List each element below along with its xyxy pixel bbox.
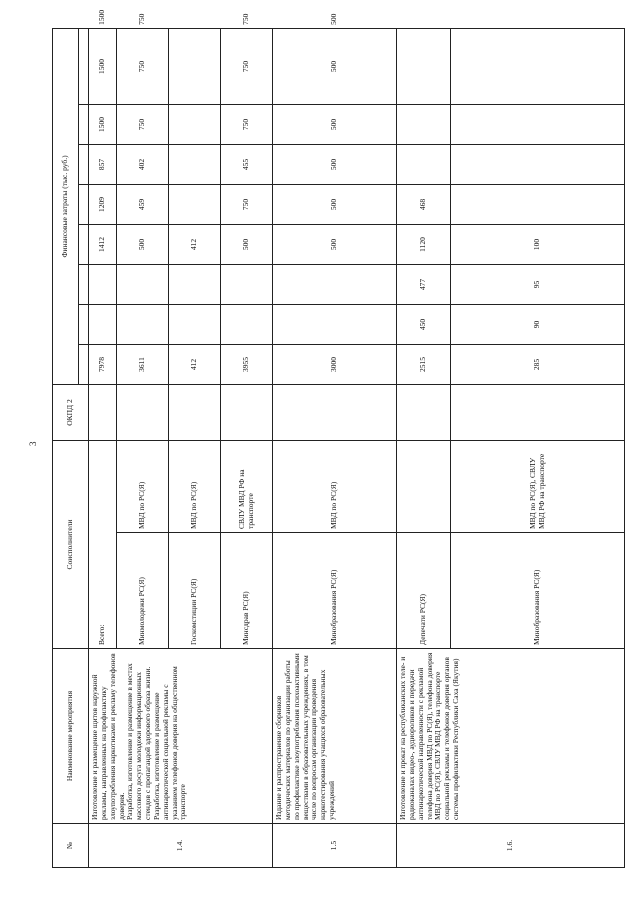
value-cell: 500 [273, 145, 397, 185]
table-row: 1.5 Издание и распространение сборников методических материалов по организации работы по профилактике злоупотребления психоактивными веществами в образовательных учреждениях, в том числе по вопросам организации проведения наркотестирования учащихся образовательных учреждений Минобразования РС(Я) МВД по РС(Я) 3000 500 500 500 500 500 500 [273, 28, 397, 867]
executor: Минмолодежи РС(Я) [117, 533, 169, 649]
row-number: 1.6. [397, 824, 625, 868]
value-cell [273, 265, 397, 305]
co-executor: МВД по РС(Я) [273, 441, 397, 533]
okpd-cell [451, 385, 625, 441]
value-cell: 500 [273, 185, 397, 225]
value-cell: 3955 [221, 345, 273, 385]
table-row [397, 28, 451, 867]
program-table [52, 9, 625, 868]
finance-subheader [79, 225, 89, 265]
okpd-cell [169, 385, 221, 441]
activity-name-part: Изготовление и размещение щитов наружной рекламы, направленных на профилактику злоупотребления наркотиками и рекламу телефонов доверия. [90, 653, 126, 820]
okpd-cell [397, 385, 451, 441]
executor: Минобразования РС(Я) [451, 533, 625, 649]
co-executor: СВЛУ МВД РФ на транспорте [221, 441, 273, 533]
value-cell: 100 [451, 225, 625, 265]
value-cell: 500 [221, 225, 273, 265]
okpd-cell [273, 385, 397, 441]
value-cell [397, 28, 451, 104]
finance-subheader [79, 265, 89, 305]
value-cell: 750 [221, 28, 273, 104]
okpd-cell [221, 385, 273, 441]
row-number: 1.4. [89, 824, 273, 868]
value-cell [451, 28, 625, 104]
activity-name: Изготовление и прокат на республиканских теле- и радиоканалах видео-, аудиороликов и передачи антинаркотической направленности с рекламой телефона доверия МВД по РС(Я), телефона доверия МВД по РС(Я), СВЛУ МВД РФ на транспорте социальной рекламы и телефонов доверия органов системы профилактики Республики Саха (Якутия) [397, 649, 625, 824]
table-row: Минмолодежи РС(Я) МВД по РС(Я) 3611 500 459 402 750 750 750 [117, 28, 169, 867]
value-cell: 2515 [397, 345, 451, 385]
value-cell: 750 [117, 28, 169, 104]
value-cell: 500 [273, 28, 397, 104]
value-cell: 477 [397, 265, 451, 305]
value-cell: 455 [221, 145, 273, 185]
executor: Депечати РС(Я) [397, 533, 451, 649]
value-cell: 750 [221, 105, 273, 145]
value-cell: 450 [397, 305, 451, 345]
value-cell: 468 [397, 185, 451, 225]
value-cell [451, 185, 625, 225]
value-cell: 500 [117, 225, 169, 265]
col-header-finance: Финансовые затраты (тыс. руб.) [53, 28, 79, 384]
value-cell [273, 305, 397, 345]
table-row: Минсдрав РС(Я) СВЛУ МВД РФ на транспорте 3955 500 750 455 750 750 750 [221, 28, 273, 867]
finance-subheader [79, 105, 89, 145]
value-cell [221, 305, 273, 345]
executor: Минобразования РС(Я) [273, 533, 397, 649]
value-cell: 1120 [397, 225, 451, 265]
activity-name: Издание и распространение сборников методических материалов по организации работы по профилактике злоупотребления психоактивными веществами в образовательных учреждениях, в том числе по вопросам организации проведения наркотестирования учащихся образовательных учреждений [273, 649, 397, 824]
value-cell [117, 265, 169, 305]
activity-name-part: Разработка, изготовление и размещение антинаркотической социальной рекламы с указанием телефонов доверия на общественном транспорте [151, 666, 188, 820]
value-cell [221, 265, 273, 305]
table-row: 1.4. Изготовление и размещение щитов наружной рекламы, направленных на профилактику злоупотребления наркотиками и рекламу телефонов доверия. Разработка, изготовление и размещение в местах массового досуга молодежи информационных стендов с пропагандой здорового образа жизни. Разработка, изготовление и размещение антинаркотической социальной рекламы с указанием телефонов доверия на общественном транспорте Всего: 7978 1412 1209 857 1500 1500 1500 [89, 28, 117, 867]
finance-subheader [79, 345, 89, 385]
col-header-name: Наименование мероприятия [53, 649, 89, 824]
value-cell: 412 [169, 345, 221, 385]
finance-subheader [79, 28, 89, 104]
col-header-okpd: ОКПД 2 [53, 385, 89, 441]
total-value: 1412 [89, 225, 117, 265]
value-cell: 500 [273, 105, 397, 145]
value-cell: 412 [169, 225, 221, 265]
value-cell: 500 [273, 225, 397, 265]
total-value [89, 305, 117, 345]
executor: Госкомстиции РС(Я) [169, 533, 221, 649]
value-cell: 285 [451, 345, 625, 385]
value-cell [169, 145, 221, 185]
co-executor: МВД по РС(Я), СВЛУ МВД РФ на транспорте [451, 441, 625, 533]
co-executor [397, 441, 451, 533]
value-cell: 3000 [273, 345, 397, 385]
finance-subheader [79, 185, 89, 225]
finance-subheader [79, 305, 89, 345]
col-header-executors: Соисполнители [53, 441, 89, 649]
value-cell: 750 [221, 185, 273, 225]
row-number: 1.5 [273, 824, 397, 868]
value-cell [169, 265, 221, 305]
value-cell: 95 [451, 265, 625, 305]
total-value: 1209 [89, 185, 117, 225]
total-value: 857 [89, 145, 117, 185]
page-number: 3 [28, 441, 38, 446]
co-executor: МВД по РС(Я) [169, 441, 221, 533]
activity-name [89, 649, 273, 824]
value-cell [169, 185, 221, 225]
value-cell [169, 105, 221, 145]
value-cell [397, 145, 451, 185]
executor: Минсдрав РС(Я) [221, 533, 273, 649]
value-cell [451, 145, 625, 185]
value-cell [451, 105, 625, 145]
total-value: 1500 [89, 105, 117, 145]
col-header-no: № [53, 824, 89, 868]
total-value: 7978 [89, 345, 117, 385]
program-table-sheet [52, 9, 624, 868]
value-cell [169, 305, 221, 345]
total-value [89, 265, 117, 305]
total-value: 1500 [89, 28, 117, 104]
activity-name-part: Разработка, изготовление и размещение в местах массового досуга молодежи информационных стендов с пропагандой здорового образа жизни. [125, 663, 153, 820]
value-cell: 402 [117, 145, 169, 185]
value-cell: 459 [117, 185, 169, 225]
co-executor: МВД по РС(Я) [117, 441, 169, 533]
value-cell [169, 28, 221, 104]
okpd-cell [117, 385, 169, 441]
total-label: Всего: [89, 441, 117, 649]
value-cell: 750 [117, 105, 169, 145]
value-cell: 90 [451, 305, 625, 345]
value-cell [397, 105, 451, 145]
finance-subheader [79, 145, 89, 185]
value-cell [117, 305, 169, 345]
okpd-cell [89, 385, 117, 441]
value-cell: 3611 [117, 345, 169, 385]
